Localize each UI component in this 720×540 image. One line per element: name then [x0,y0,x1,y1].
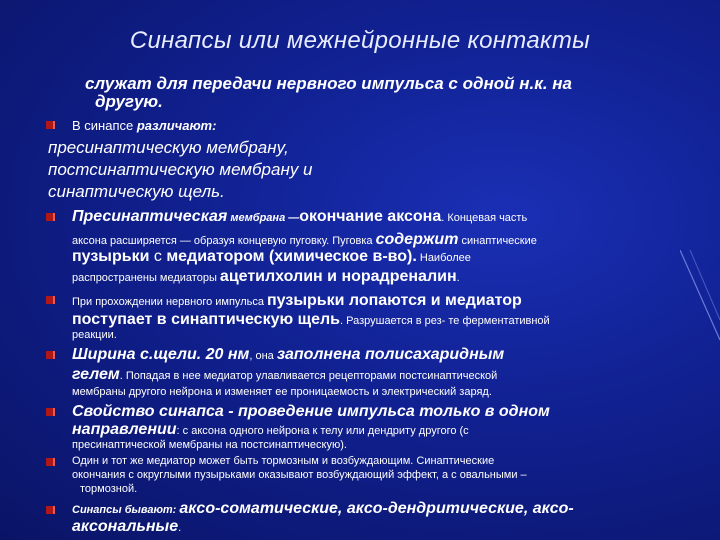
bullet-7-line-2: аксональные. [72,518,182,535]
bullet-4-line-1: Ширина с.щели. 20 нм, она заполнена полисахаридным [72,346,505,363]
bullet-marker [46,351,55,359]
list-item-presynaptic: пресинаптическую мембрану, [48,138,289,157]
bullet-5-line-3: пресинаптической мембраны на постсинаптическую). [72,439,347,451]
bullet-5-line-1: Свойство синапса - проведение импульса только в одном [72,403,550,420]
bullet-6-line-3: тормозной. [80,483,138,495]
bullet-5-line-2: направлении: с аксона одного нейрона к телу или дендриту другого (с [72,421,469,438]
bullet-7-line-1: Синапсы бывают: аксо-соматические, аксо-дендритические, аксо- [72,500,574,517]
bullet-3-line-3: реакции. [72,329,117,341]
bullet-marker [46,506,55,514]
bullet-6-line-2: окончания с округлыми пузырьками оказывают возбуждающий эффект, а с овальными – [72,469,527,481]
list-item-cleft: синаптическую щель. [48,182,225,201]
bullet-2-line-4: распространены медиаторы ацетилхолин и норадреналин. [72,268,460,285]
bullet-4-line-3: мембраны другого нейрона и изменяет ее проницаемость и электрический заряд. [72,386,492,398]
intro-line-2: другую. [95,92,163,111]
decorative-lines [680,250,720,370]
intro-line-1: служат для передачи нервного импульса с одной н.к. на [85,74,573,93]
bullet-marker [46,408,55,416]
bullet-marker [46,213,55,221]
bullet-3-line-1: При прохождении нервного импульса пузырьки лопаются и медиатор [72,292,522,309]
bullet-2-line-3: пузырьки с медиатором (химическое в-во). Наиболее [72,248,471,265]
bullet-marker [46,121,55,129]
bullet-2-line-2: аксона расширяется — образуя концевую пуговку. Пуговка содержит синаптические [72,231,537,248]
bullet-marker [46,458,55,466]
bullet-3-line-2: поступает в синаптическую щель. Разрушается в рез- те ферментативной [72,311,550,328]
slide-title: Синапсы или межнейронные контакты [129,27,591,54]
bullet-4-line-2: гелем. Попадая в нее медиатор улавливается рецепторами постсинаптической [72,366,498,383]
bullet-6-line-1: Один и тот же медиатор может быть тормозным и возбуждающим. Синаптические [72,455,495,467]
bullet-2-line-1: Пресинаптическая мембрана —окончание аксона. Концевая часть [72,208,528,225]
list-item-postsynaptic: постсинаптическую мембрану и [48,160,313,179]
bullet-1: В синапсе различают: [72,118,217,133]
bullet-marker [46,296,55,304]
